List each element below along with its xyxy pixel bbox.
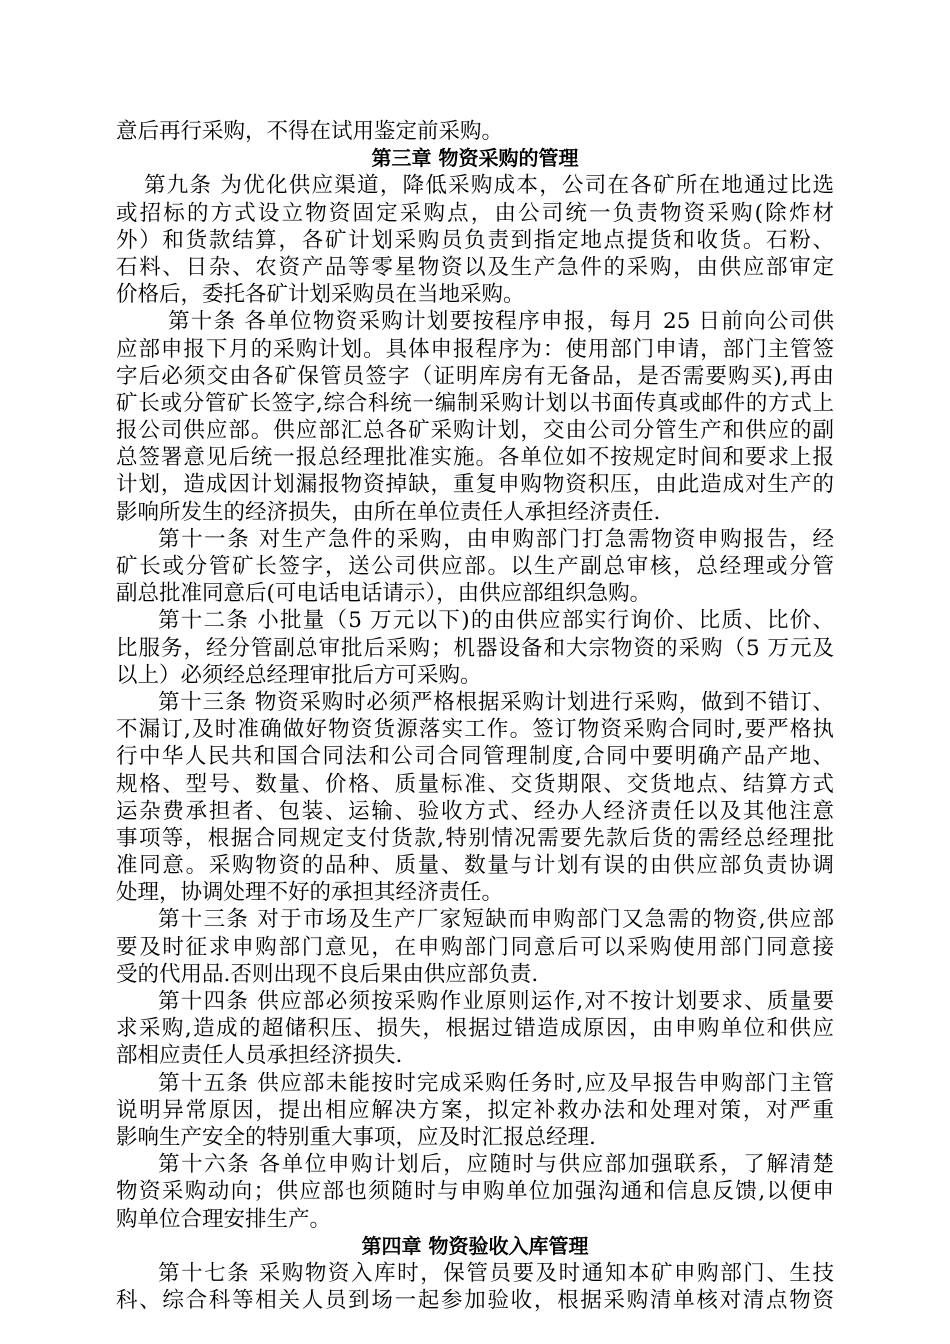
text-line: 部相应责任人员承担经济损失. — [116, 1043, 403, 1069]
text-line: 第十四条 供应部必须按采购作业原则运作,对不按计划要求、质量要 — [158, 989, 834, 1014]
text-line: 第九条 为优化供应渠道，降低采购成本，公司在各矿所在地通过比选 — [144, 173, 834, 199]
chapter-heading-4: 第四章 物资验收入库管理 — [361, 1233, 589, 1258]
document-page — [116, 118, 834, 1314]
text-line: 矿长或分管矿长签字,综合科统一编制采购计划以书面传真或邮件的方式上 — [116, 390, 834, 416]
text-line: 第十三条 对于市场及生产厂家短缺而申购部门又急需的物资,供应部 — [158, 907, 834, 933]
text-line: 科、综合科等相关人员到场一起参加验收，根据采购清单核对清点物资 — [116, 1288, 834, 1314]
text-line: 比服务，经分管副总审批后采购；机器设备和大宗物资的采购（5 万元及 — [116, 635, 834, 661]
text-line: 石料、日杂、农资产品等零星物资以及生产急件的采购，由供应部审定 — [116, 254, 834, 280]
text-line: 规格、型号、数量、价格、质量标准、交货期限、交货地点、结算方式 — [116, 771, 834, 797]
text-line: 说明异常原因，提出相应解决方案，拟定补救办法和处理对策，对严重 — [116, 1097, 834, 1123]
text-line: 行中华人民共和国合同法和公司合同管理制度,合同中要明确产品产地、 — [116, 744, 834, 770]
text-line: 总签署意见后统一报总经理批准实施。各单位如不按规定时间和要求上报 — [116, 445, 834, 471]
text-line: 副总批准同意后(可电话电话请示），由供应部组织急购。 — [116, 581, 652, 607]
text-line: 第十三条 物资采购时必须严格根据采购计划进行采购，做到不错订、 — [158, 689, 834, 715]
text-line: 应部申报下月的采购计划。具体申报程序为：使用部门申请，部门主管签 — [116, 336, 834, 362]
text-line: 求采购,造成的超储积压、损失，根据过错造成原因，由申购单位和供应 — [116, 1016, 834, 1042]
text-line: 矿长或分管矿长签字，送公司供应部。以生产副总审核，总经理或分管 — [116, 554, 834, 579]
text-line: 计划，造成因计划漏报物资掉缺，重复申购物资积压，由此造成对生产的 — [116, 472, 834, 498]
text-line: 影响生产安全的特别重大事项，应及时汇报总经理. — [116, 1124, 596, 1150]
text-line: 第十七条 采购物资入库时，保管员要及时通知本矿申购部门、生技 — [158, 1260, 834, 1286]
text-line: 购单位合理安排生产。 — [116, 1206, 332, 1232]
text-line: 不漏订,及时准确做好物资货源落实工作。签订物资采购合同时,要严格执 — [116, 717, 834, 743]
text-line: 第十二条 小批量（5 万元以下)的由供应部实行询价、比质、比价、 — [158, 608, 834, 634]
text-line: 运杂费承担者、包装、运输、验收方式、经办人经济责任以及其他注意 — [116, 798, 834, 824]
text-line: 要及时征求申购部门意见，在申购部门同意后可以采购使用部门同意接 — [116, 934, 834, 960]
text-line: 外）和货款结算，各矿计划采购员负责到指定地点提货和收货。石粉、 — [116, 227, 834, 253]
text-line: 第十条 各单位物资采购计划要按程序申报，每月 25 日前向公司供 — [168, 309, 834, 335]
text-line: 第十六条 各单位申购计划后，应随时与供应部加强联系，了解清楚 — [158, 1152, 834, 1178]
text-line: 事项等，根据合同规定支付货款,特别情况需要先款后货的需经总经理批 — [116, 825, 834, 851]
text-line: 意后再行采购，不得在试用鉴定前采购。 — [116, 119, 504, 144]
text-line: 价格后，委托各矿计划采购员在当地采购。 — [116, 282, 525, 308]
text-line: 或招标的方式设立物资固定采购点，由公司统一负责物资采购(除炸材 — [116, 200, 834, 226]
chapter-heading-3: 第三章 物资采购的管理 — [371, 146, 579, 171]
text-line: 准同意。采购物资的品种、质量、数量与计划有误的由供应部负责协调 — [116, 853, 834, 879]
text-line: 第十五条 供应部未能按时完成采购任务时,应及早报告申购部门主管 — [158, 1070, 834, 1096]
text-line: 物资采购动向；供应部也须随时与申购单位加强沟通和信息反馈,以便申 — [116, 1179, 834, 1205]
text-line: 第十一条 对生产急件的采购，由申购部门打急需物资申购报告，经 — [158, 526, 834, 552]
text-line: 字后必须交由各矿保管员签字（证明库房有无备品，是否需要购买),再由 — [116, 363, 834, 389]
text-line: 影响所发生的经济损失，由所在单位责任人承担经济责任. — [116, 499, 661, 525]
text-line: 处理，协调处理不好的承担其经济责任。 — [116, 880, 504, 906]
text-line: 受的代用品.否则出现不良后果由供应部负责. — [116, 961, 539, 987]
text-line: 以上）必须经总经理审批后方可采购。 — [116, 662, 482, 688]
text-line: 报公司供应部。供应部汇总各矿采购计划，交由公司分管生产和供应的副 — [116, 418, 834, 444]
